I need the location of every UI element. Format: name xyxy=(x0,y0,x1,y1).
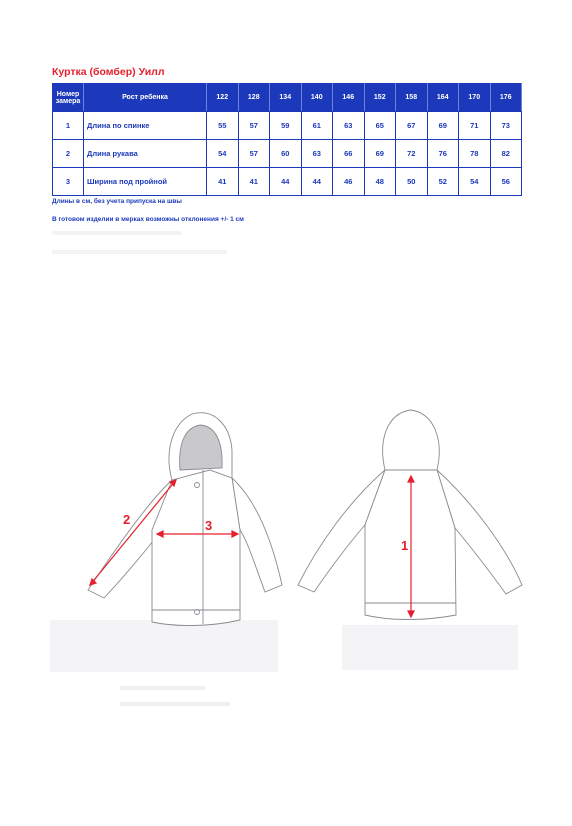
measure-value: 50 xyxy=(396,168,428,196)
size-header: 152 xyxy=(364,84,396,112)
measure-value: 72 xyxy=(396,140,428,168)
header-child-height: Рост ребенка xyxy=(84,84,207,112)
measure-name: Ширина под пройной xyxy=(84,168,207,196)
measure-value: 61 xyxy=(301,112,333,140)
front-button xyxy=(195,483,200,488)
faint-background-block xyxy=(50,620,278,672)
measure-value: 69 xyxy=(427,112,459,140)
faint-background-line xyxy=(120,686,205,690)
measure-value: 71 xyxy=(459,112,491,140)
measure-value: 44 xyxy=(270,168,302,196)
measure-value: 41 xyxy=(207,168,239,196)
measure-value: 57 xyxy=(238,112,270,140)
measure-value: 46 xyxy=(333,168,365,196)
jacket-front-view xyxy=(88,413,282,626)
size-header: 164 xyxy=(427,84,459,112)
page-title: Куртка (бомбер) Уилл xyxy=(52,66,165,78)
measure-value: 59 xyxy=(270,112,302,140)
measure-value: 63 xyxy=(333,112,365,140)
measure-value: 60 xyxy=(270,140,302,168)
measure-number: 3 xyxy=(53,168,84,196)
faint-background-block xyxy=(342,625,518,670)
size-header: 176 xyxy=(490,84,522,112)
size-header: 170 xyxy=(459,84,491,112)
measure-value: 66 xyxy=(333,140,365,168)
measure-value: 82 xyxy=(490,140,522,168)
measure-value: 52 xyxy=(427,168,459,196)
size-header: 122 xyxy=(207,84,239,112)
faint-background-line xyxy=(120,702,230,706)
measure-value: 48 xyxy=(364,168,396,196)
measure-value: 41 xyxy=(238,168,270,196)
measure-value: 44 xyxy=(301,168,333,196)
measure-value: 78 xyxy=(459,140,491,168)
note-units: Длины в см, без учета припуска на швы xyxy=(52,198,182,205)
measure-value: 55 xyxy=(207,112,239,140)
measure-value: 63 xyxy=(301,140,333,168)
size-header: 146 xyxy=(333,84,365,112)
measure-name: Длина рукава xyxy=(84,140,207,168)
note-tolerance: В готовом изделии в мерках возможны отклонения +/- 1 см xyxy=(52,216,244,223)
measure-value: 56 xyxy=(490,168,522,196)
measure-value: 69 xyxy=(364,140,396,168)
marker-chest-width: 3 xyxy=(205,518,213,533)
size-header: 134 xyxy=(270,84,302,112)
size-header: 128 xyxy=(238,84,270,112)
jacket-back-view xyxy=(298,410,522,620)
header-measure-number: Номер замера xyxy=(53,84,84,112)
measure-value: 67 xyxy=(396,112,428,140)
size-header: 140 xyxy=(301,84,333,112)
measure-value: 57 xyxy=(238,140,270,168)
measure-value: 54 xyxy=(207,140,239,168)
marker-back-length: 1 xyxy=(401,538,409,553)
measure-value: 73 xyxy=(490,112,522,140)
back-hood xyxy=(383,410,440,470)
measure-value: 54 xyxy=(459,168,491,196)
marker-sleeve-length: 2 xyxy=(123,512,131,527)
measure-name: Длина по спинке xyxy=(84,112,207,140)
measure-value: 76 xyxy=(427,140,459,168)
measure-value: 65 xyxy=(364,112,396,140)
measure-number: 2 xyxy=(53,140,84,168)
size-header: 158 xyxy=(396,84,428,112)
measure-number: 1 xyxy=(53,112,84,140)
